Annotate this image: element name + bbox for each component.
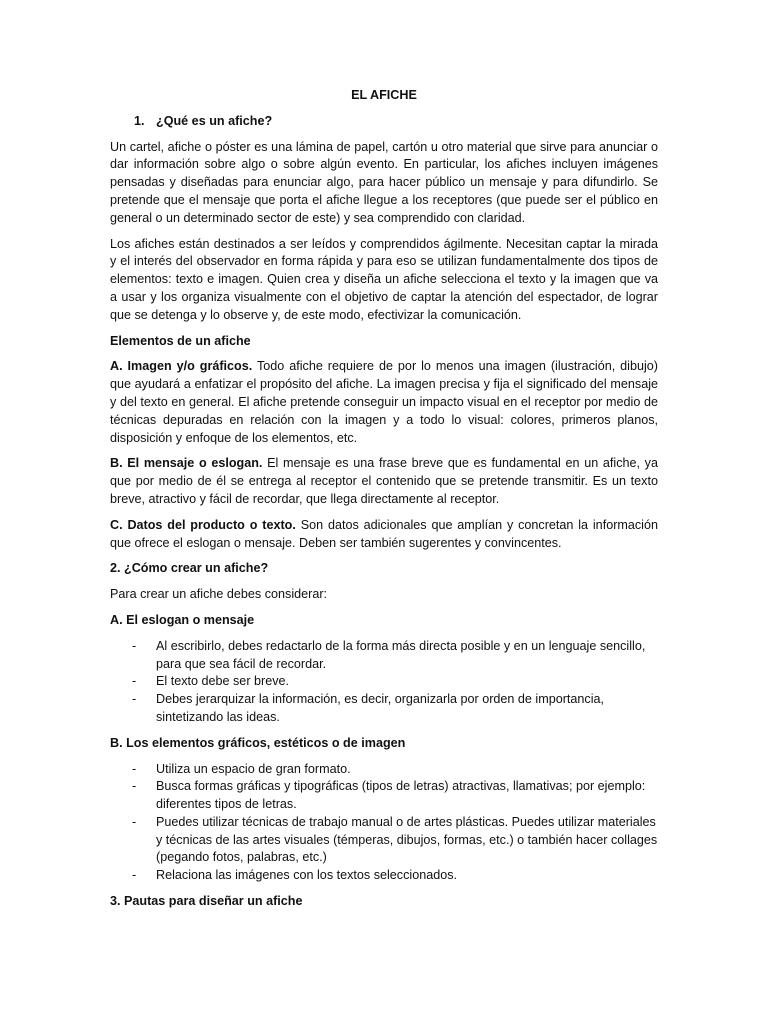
list-dash: - bbox=[132, 814, 137, 829]
list-item bbox=[110, 673, 658, 691]
section-2-heading: 2. ¿Cómo crear un afiche? bbox=[110, 561, 269, 576]
element-c-paragraph bbox=[110, 517, 658, 553]
element-b-text: El mensaje es una frase breve que es fundamental en un afiche, ya que por medio de él se entrega al receptor el contenido que se pretende transmitir. Es un texto breve, atractivo y fácil de recordar, que llega directamente al receptor. bbox=[110, 456, 658, 506]
list-dash: - bbox=[132, 674, 137, 689]
section-2b-list bbox=[110, 761, 658, 886]
elements-heading: Elementos de un afiche bbox=[110, 333, 251, 348]
document-title: EL AFICHE bbox=[351, 88, 417, 102]
element-b-label: B. El mensaje o eslogan. bbox=[110, 456, 263, 471]
list-item bbox=[110, 814, 658, 867]
element-a-text: Todo afiche requiere de por lo menos una imagen (ilustración, dibujo) que ayudará a enfatizar el propósito del afiche. La imagen precisa y fija el significado del mensaje y del texto en general. El afiche pretende conseguir un impacto visual en el receptor por medio de técnicas depuradas en relación con la imagen y a todo lo visual: colores, primeros planos, disposición y enfoque de los elementos, etc. bbox=[110, 359, 658, 445]
list-item bbox=[110, 778, 658, 814]
list-item bbox=[110, 761, 658, 779]
list-item-text: Relaciona las imágenes con los textos seleccionados. bbox=[156, 868, 458, 883]
section-1-number: 1. bbox=[134, 113, 145, 128]
element-c-text: Son datos adicionales que amplían y concretan la información que ofrece el eslogan o mensaje. Deben ser también sugerentes y convincentes. bbox=[110, 517, 658, 550]
list-dash: - bbox=[132, 638, 137, 653]
section-3-heading: 3. Pautas para diseñar un afiche bbox=[110, 894, 303, 909]
list-dash: - bbox=[132, 868, 137, 883]
list-dash: - bbox=[132, 761, 137, 776]
section-2b-heading: B. Los elementos gráficos, estéticos o de imagen bbox=[110, 735, 406, 750]
element-a-label: A. Imagen y/o gráficos. bbox=[110, 359, 253, 374]
list-item bbox=[110, 867, 658, 885]
list-item-text: El texto debe ser breve. bbox=[156, 674, 290, 689]
list-dash: - bbox=[132, 779, 137, 794]
document-page bbox=[110, 87, 658, 919]
element-a-paragraph bbox=[110, 358, 658, 447]
list-item-text: Utiliza un espacio de gran formato. bbox=[156, 761, 351, 776]
list-item bbox=[110, 638, 658, 674]
list-dash: - bbox=[132, 692, 137, 707]
section-1-paragraph-1: Un cartel, afiche o póster es una lámina de papel, cartón u otro material que sirve para anunciar o dar información sobre algo o sobre algún evento. En particular, los afiches incluyen imágenes pensadas y diseñadas para enunciar algo, para hacer público un mensaje y para difundirlo. Se pretende que el mensaje que porta el afiche llegue a los receptores (que puede ser el público en general o un determinado sector de este) y sea comprendido con claridad. bbox=[110, 139, 658, 225]
section-2a-list bbox=[110, 638, 658, 727]
element-b-paragraph bbox=[110, 455, 658, 508]
list-item-text: Al escribirlo, debes redactarlo de la forma más directa posible y en un lenguaje sencillo, para que sea fácil de recordar. bbox=[156, 638, 646, 671]
element-c-label: C. Datos del producto o texto. bbox=[110, 517, 296, 532]
list-item-text: Debes jerarquizar la información, es decir, organizarla por orden de importancia, sintetizando las ideas. bbox=[156, 692, 605, 724]
section-1-heading-text: ¿Qué es un afiche? bbox=[156, 113, 273, 128]
list-item-text: Puedes utilizar técnicas de trabajo manual o de artes plásticas. Puedes utilizar materiales y técnicas de las artes visuales (témperas, dibujos, formas, etc.) o también hacer collages (pegando fotos, palabras, etc.) bbox=[156, 814, 658, 865]
section-2-intro: Para crear un afiche debes considerar: bbox=[110, 587, 328, 602]
section-1-heading bbox=[110, 113, 658, 131]
section-2a-heading: A. El eslogan o mensaje bbox=[110, 612, 255, 627]
list-item-text: Busca formas gráficas y tipográficas (tipos de letras) atractivas, llamativas; por ejemplo: diferentes tipos de letras. bbox=[156, 779, 646, 812]
section-1-paragraph-2: Los afiches están destinados a ser leídos y comprendidos ágilmente. Necesitan captar la mirada y el interés del observador en forma rápida y para eso se utilizan fundamentalmente dos tipos de elementos: texto e imagen. Quien crea y diseña un afiche selecciona el texto y la imagen que va a usar y los organiza visualmente con el objetivo de captar la atención del espectador, de lograr que se detenga y lo observe y, de este modo, efectivizar la comunicación. bbox=[110, 236, 658, 322]
list-item bbox=[110, 691, 658, 727]
